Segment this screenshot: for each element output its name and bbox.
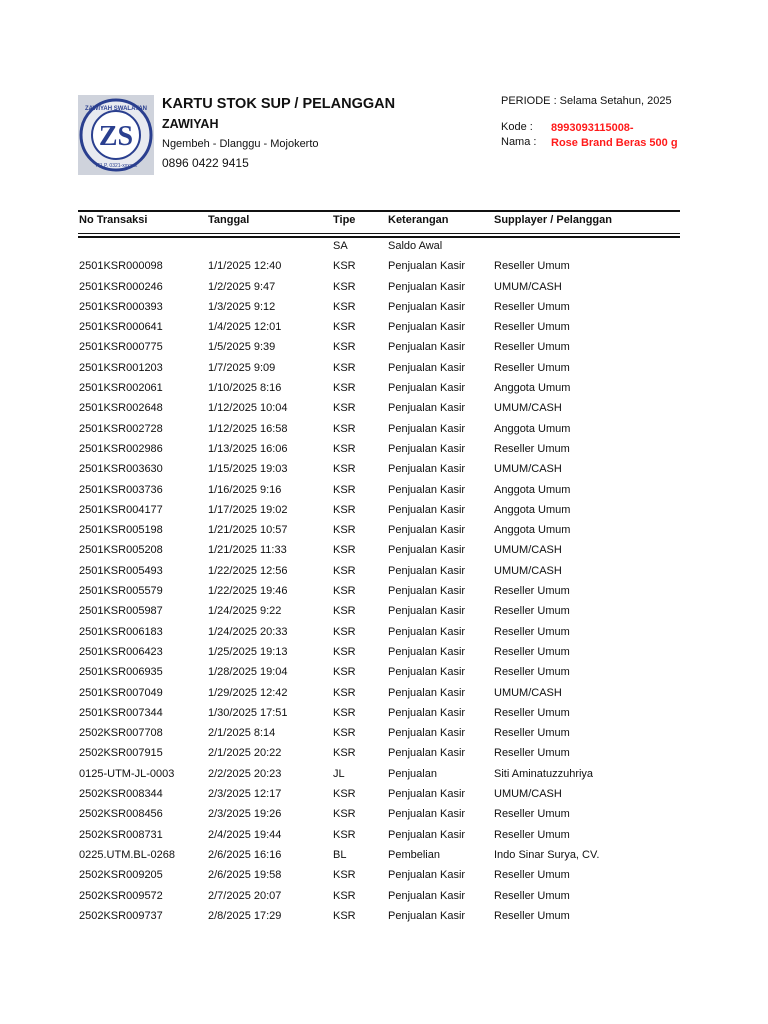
company-logo — [78, 95, 154, 175]
cell-tanggal: 1/5/2025 9:39 — [208, 341, 276, 354]
table-row — [0, 847, 768, 867]
cell-keterangan: Penjualan Kasir — [388, 483, 466, 496]
cell-tipe: KSR — [333, 808, 356, 821]
cell-tanggal: 1/24/2025 20:33 — [208, 625, 288, 638]
cell-supplier: Reseller Umum — [494, 361, 570, 374]
cell-supplier: Reseller Umum — [494, 909, 570, 922]
cell-no-transaksi: 2501KSR005208 — [79, 544, 163, 557]
cell-tipe: KSR — [333, 524, 356, 537]
cell-supplier: Reseller Umum — [494, 605, 570, 618]
cell-keterangan: Penjualan Kasir — [388, 463, 466, 476]
cell-keterangan: Penjualan Kasir — [388, 422, 466, 435]
cell-supplier: UMUM/CASH — [494, 402, 562, 415]
cell-keterangan: Penjualan Kasir — [388, 747, 466, 760]
cell-supplier: Reseller Umum — [494, 706, 570, 719]
cell-tanggal: 1/2/2025 9:47 — [208, 280, 276, 293]
cell-tipe: KSR — [333, 321, 356, 334]
table-header-rule-1 — [78, 233, 680, 234]
cell-keterangan: Pembelian — [388, 848, 440, 861]
cell-tipe: KSR — [333, 889, 356, 902]
cell-tanggal: 1/16/2025 9:16 — [208, 483, 282, 496]
table-row — [0, 583, 768, 603]
cell-tanggal: 1/12/2025 16:58 — [208, 422, 288, 435]
cell-no-transaksi: 2502KSR008344 — [79, 788, 163, 801]
cell-tanggal: 1/21/2025 11:33 — [208, 544, 287, 557]
table-row — [0, 339, 768, 359]
cell-tanggal: 2/3/2025 12:17 — [208, 788, 282, 801]
cell-no-transaksi: 2501KSR006423 — [79, 645, 163, 658]
cell-supplier: Reseller Umum — [494, 869, 570, 882]
cell-tipe: KSR — [333, 828, 356, 841]
cell-tanggal: 1/21/2025 10:57 — [208, 524, 288, 537]
cell-tanggal: 1/28/2025 19:04 — [208, 666, 288, 679]
cell-keterangan: Penjualan Kasir — [388, 808, 466, 821]
cell-supplier: Reseller Umum — [494, 625, 570, 638]
table-header — [0, 214, 768, 230]
cell-keterangan: Penjualan Kasir — [388, 564, 466, 577]
cell-tipe: KSR — [333, 666, 356, 679]
cell-tipe: KSR — [333, 788, 356, 801]
cell-tipe: KSR — [333, 382, 356, 395]
cell-keterangan: Penjualan Kasir — [388, 625, 466, 638]
svg-text:ZS: ZS — [98, 121, 134, 152]
cell-keterangan: Penjualan Kasir — [388, 321, 466, 334]
table-row — [0, 522, 768, 542]
table-row — [0, 766, 768, 786]
cell-supplier: Anggota Umum — [494, 382, 571, 395]
cell-tipe: KSR — [333, 686, 356, 699]
cell-supplier: UMUM/CASH — [494, 280, 562, 293]
table-row — [0, 380, 768, 400]
table-row — [0, 441, 768, 461]
cell-supplier: Reseller Umum — [494, 747, 570, 760]
cell-tipe: JL — [333, 767, 345, 780]
cell-keterangan: Penjualan Kasir — [388, 889, 466, 902]
cell-supplier: Reseller Umum — [494, 808, 570, 821]
cell-tipe: KSR — [333, 605, 356, 618]
cell-tanggal: 1/22/2025 19:46 — [208, 585, 288, 598]
cell-keterangan: Penjualan Kasir — [388, 605, 466, 618]
code-label: Kode : — [501, 121, 533, 133]
table-row — [0, 867, 768, 887]
cell-no-transaksi: 2501KSR005198 — [79, 524, 163, 537]
company-name: ZAWIYAH — [162, 117, 219, 131]
cell-supplier: Anggota Umum — [494, 483, 571, 496]
cell-tanggal: 2/7/2025 20:07 — [208, 889, 282, 902]
cell-tanggal: 1/4/2025 12:01 — [208, 321, 282, 334]
table-row — [0, 563, 768, 583]
cell-supplier: Reseller Umum — [494, 321, 570, 334]
cell-tipe: KSR — [333, 463, 356, 476]
cell-keterangan: Penjualan Kasir — [388, 544, 466, 557]
cell-no-transaksi: 2501KSR005493 — [79, 564, 163, 577]
cell-no-transaksi: 0225.UTM.BL-0268 — [79, 848, 175, 861]
cell-tanggal: 1/1/2025 12:40 — [208, 260, 282, 273]
cell-keterangan: Penjualan Kasir — [388, 260, 466, 273]
cell-keterangan: Penjualan Kasir — [388, 402, 466, 415]
table-row — [0, 664, 768, 684]
cell-tipe: SA — [333, 240, 348, 252]
cell-tanggal: 1/10/2025 8:16 — [208, 382, 282, 395]
cell-tanggal: 2/1/2025 20:22 — [208, 747, 282, 760]
cell-no-transaksi: 2501KSR002986 — [79, 442, 163, 455]
code-value: 8993093115008- — [551, 122, 634, 134]
table-row — [0, 299, 768, 319]
cell-tipe: BL — [333, 848, 347, 861]
table-row — [0, 685, 768, 705]
cell-tipe: KSR — [333, 422, 356, 435]
cell-no-transaksi: 2502KSR009205 — [79, 869, 163, 882]
cell-keterangan: Penjualan — [388, 767, 437, 780]
cell-keterangan: Penjualan Kasir — [388, 666, 466, 679]
cell-tipe: KSR — [333, 442, 356, 455]
cell-no-transaksi: 2501KSR000246 — [79, 280, 163, 293]
cell-no-transaksi: 2501KSR005987 — [79, 605, 163, 618]
cell-keterangan: Penjualan Kasir — [388, 686, 466, 699]
cell-supplier: Reseller Umum — [494, 300, 570, 313]
cell-supplier: Reseller Umum — [494, 260, 570, 273]
cell-tipe: KSR — [333, 727, 356, 740]
cell-supplier: UMUM/CASH — [494, 463, 562, 476]
table-body — [0, 238, 768, 928]
cell-supplier: Reseller Umum — [494, 727, 570, 740]
cell-tipe: KSR — [333, 300, 356, 313]
company-address: Ngembeh - Dlanggu - Mojokerto — [162, 138, 319, 150]
cell-tanggal: 1/29/2025 12:42 — [208, 686, 288, 699]
cell-no-transaksi: 2501KSR000641 — [79, 321, 163, 334]
cell-no-transaksi: 2501KSR000098 — [79, 260, 163, 273]
cell-tipe: KSR — [333, 909, 356, 922]
cell-no-transaksi: 2502KSR007915 — [79, 747, 163, 760]
cell-tanggal: 1/17/2025 19:02 — [208, 503, 288, 516]
table-top-rule — [78, 210, 680, 212]
cell-tanggal: 2/6/2025 19:58 — [208, 869, 282, 882]
cell-keterangan: Penjualan Kasir — [388, 280, 466, 293]
cell-supplier: Indo Sinar Surya, CV. — [494, 848, 600, 861]
cell-keterangan: Penjualan Kasir — [388, 788, 466, 801]
cell-no-transaksi: 2502KSR009572 — [79, 889, 163, 902]
cell-tanggal: 2/2/2025 20:23 — [208, 767, 282, 780]
cell-keterangan: Penjualan Kasir — [388, 585, 466, 598]
svg-text:ZAWIYAH SWALAYAN: ZAWIYAH SWALAYAN — [84, 106, 148, 112]
col-header-supplier: Supplayer / Pelanggan — [494, 214, 612, 226]
cell-no-transaksi: 2501KSR003736 — [79, 483, 163, 496]
cell-keterangan: Penjualan Kasir — [388, 503, 466, 516]
cell-tanggal: 1/15/2025 19:03 — [208, 463, 288, 476]
cell-tanggal: 1/22/2025 12:56 — [208, 564, 288, 577]
cell-supplier: UMUM/CASH — [494, 686, 562, 699]
cell-no-transaksi: 2501KSR002648 — [79, 402, 163, 415]
cell-tanggal: 1/25/2025 19:13 — [208, 645, 288, 658]
cell-tanggal: 2/3/2025 19:26 — [208, 808, 282, 821]
cell-tipe: KSR — [333, 503, 356, 516]
cell-no-transaksi: 2501KSR005579 — [79, 585, 163, 598]
table-row — [0, 705, 768, 725]
cell-tipe: KSR — [333, 361, 356, 374]
table-row — [0, 482, 768, 502]
cell-keterangan: Penjualan Kasir — [388, 909, 466, 922]
cell-keterangan: Penjualan Kasir — [388, 727, 466, 740]
col-header-no-transaksi: No Transaksi — [79, 214, 148, 226]
cell-tanggal: 1/7/2025 9:09 — [208, 361, 276, 374]
cell-tanggal: 1/24/2025 9:22 — [208, 605, 282, 618]
cell-tanggal: 2/1/2025 8:14 — [208, 727, 276, 740]
cell-tanggal: 1/30/2025 17:51 — [208, 706, 288, 719]
table-row — [0, 745, 768, 765]
cell-tipe: KSR — [333, 260, 356, 273]
cell-tipe: KSR — [333, 585, 356, 598]
table-row — [0, 624, 768, 644]
cell-no-transaksi: 2501KSR000393 — [79, 300, 163, 313]
cell-no-transaksi: 2501KSR007049 — [79, 686, 163, 699]
cell-tipe: KSR — [333, 544, 356, 557]
cell-tipe: KSR — [333, 402, 356, 415]
cell-tanggal: 1/13/2025 16:06 — [208, 442, 288, 455]
cell-tanggal: 2/8/2025 17:29 — [208, 909, 282, 922]
cell-no-transaksi: 2502KSR007708 — [79, 727, 163, 740]
cell-supplier: Reseller Umum — [494, 585, 570, 598]
cell-keterangan: Penjualan Kasir — [388, 706, 466, 719]
cell-supplier: UMUM/CASH — [494, 564, 562, 577]
company-phone: 0896 0422 9415 — [162, 156, 249, 170]
cell-no-transaksi: 2501KSR004177 — [79, 503, 163, 516]
cell-keterangan: Penjualan Kasir — [388, 300, 466, 313]
table-row — [0, 542, 768, 562]
cell-supplier: Anggota Umum — [494, 422, 571, 435]
name-label: Nama : — [501, 136, 537, 148]
logo-seal-icon — [78, 95, 154, 175]
cell-supplier: UMUM/CASH — [494, 544, 562, 557]
cell-no-transaksi: 2501KSR006935 — [79, 666, 163, 679]
cell-supplier: Reseller Umum — [494, 666, 570, 679]
cell-no-transaksi: 2501KSR002061 — [79, 382, 163, 395]
cell-supplier: Anggota Umum — [494, 524, 571, 537]
table-row — [0, 827, 768, 847]
cell-supplier: Reseller Umum — [494, 341, 570, 354]
cell-tanggal: 2/4/2025 19:44 — [208, 828, 282, 841]
cell-keterangan: Penjualan Kasir — [388, 869, 466, 882]
cell-tipe: KSR — [333, 706, 356, 719]
cell-tanggal: 1/3/2025 9:12 — [208, 300, 276, 313]
cell-tipe: KSR — [333, 564, 356, 577]
cell-no-transaksi: 2502KSR009737 — [79, 909, 163, 922]
table-row — [0, 502, 768, 522]
cell-no-transaksi: 2501KSR001203 — [79, 361, 163, 374]
table-row — [0, 238, 768, 258]
col-header-tanggal: Tanggal — [208, 214, 250, 226]
table-row — [0, 421, 768, 441]
col-header-keterangan: Keterangan — [388, 214, 449, 226]
report-title: KARTU STOK SUP / PELANGGAN — [162, 96, 396, 112]
table-row — [0, 400, 768, 420]
cell-no-transaksi: 2501KSR007344 — [79, 706, 163, 719]
cell-supplier: Anggota Umum — [494, 503, 571, 516]
cell-tipe: KSR — [333, 483, 356, 496]
cell-keterangan: Penjualan Kasir — [388, 382, 466, 395]
period-label: PERIODE : Selama Setahun, 2025 — [501, 95, 672, 107]
cell-supplier: Siti Aminatuzzuhriya — [494, 767, 594, 780]
name-value: Rose Brand Beras 500 g — [551, 137, 678, 149]
cell-supplier: Reseller Umum — [494, 645, 570, 658]
table-row — [0, 786, 768, 806]
table-row — [0, 319, 768, 339]
cell-keterangan: Penjualan Kasir — [388, 828, 466, 841]
cell-supplier: Reseller Umum — [494, 828, 570, 841]
table-row — [0, 603, 768, 623]
cell-tipe: KSR — [333, 747, 356, 760]
cell-no-transaksi: 2501KSR002728 — [79, 422, 163, 435]
cell-keterangan: Penjualan Kasir — [388, 524, 466, 537]
cell-supplier: Reseller Umum — [494, 889, 570, 902]
table-row — [0, 461, 768, 481]
table-row — [0, 888, 768, 908]
cell-tipe: KSR — [333, 645, 356, 658]
cell-no-transaksi: 2502KSR008731 — [79, 828, 163, 841]
table-row — [0, 806, 768, 826]
cell-tipe: KSR — [333, 869, 356, 882]
cell-keterangan: Saldo Awal — [388, 240, 443, 252]
cell-supplier: Reseller Umum — [494, 442, 570, 455]
cell-keterangan: Penjualan Kasir — [388, 645, 466, 658]
cell-no-transaksi: 2501KSR006183 — [79, 625, 163, 638]
table-row — [0, 279, 768, 299]
cell-tipe: KSR — [333, 625, 356, 638]
table-row — [0, 644, 768, 664]
cell-no-transaksi: 2502KSR008456 — [79, 808, 163, 821]
cell-no-transaksi: 0125-UTM-JL-0003 — [79, 767, 175, 780]
cell-no-transaksi: 2501KSR003630 — [79, 463, 163, 476]
cell-keterangan: Penjualan Kasir — [388, 361, 466, 374]
table-row — [0, 908, 768, 928]
cell-supplier: UMUM/CASH — [494, 788, 562, 801]
cell-tipe: KSR — [333, 341, 356, 354]
table-row — [0, 258, 768, 278]
table-row — [0, 360, 768, 380]
cell-keterangan: Penjualan Kasir — [388, 341, 466, 354]
svg-text:TELP. 0321-xxxxxx: TELP. 0321-xxxxxx — [94, 163, 138, 169]
cell-tanggal: 1/12/2025 10:04 — [208, 402, 288, 415]
cell-keterangan: Penjualan Kasir — [388, 442, 466, 455]
table-row — [0, 725, 768, 745]
cell-tanggal: 2/6/2025 16:16 — [208, 848, 282, 861]
cell-no-transaksi: 2501KSR000775 — [79, 341, 163, 354]
col-header-tipe: Tipe — [333, 214, 356, 226]
cell-tipe: KSR — [333, 280, 356, 293]
